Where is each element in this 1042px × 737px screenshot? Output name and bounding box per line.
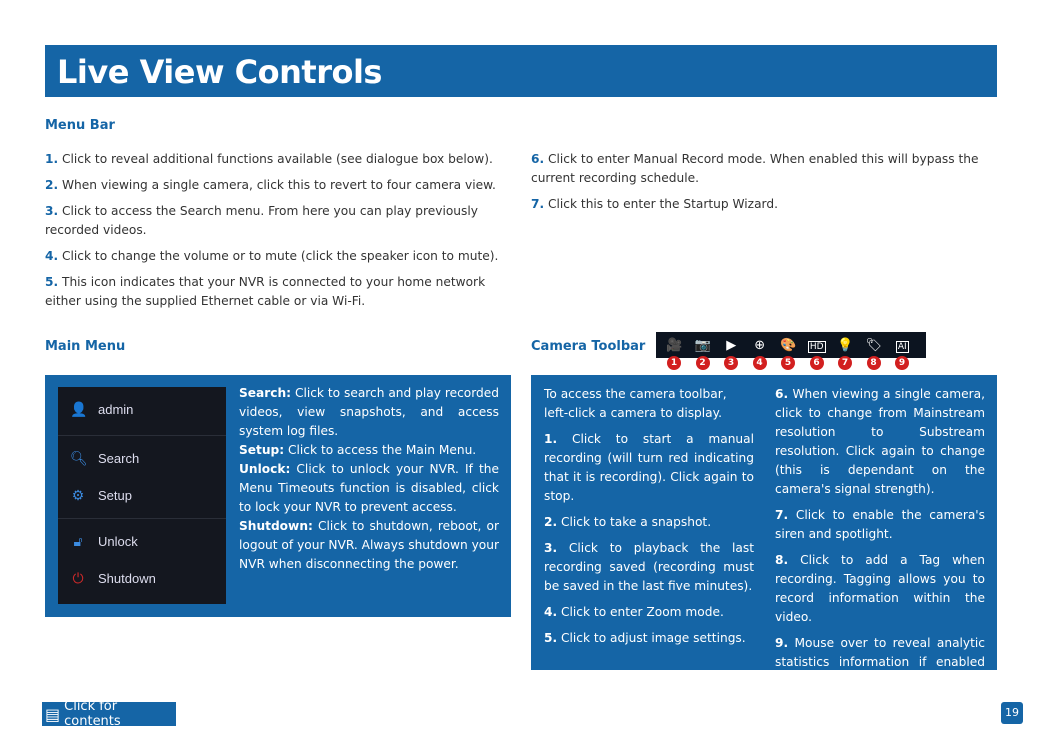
- item-number: 1.: [544, 432, 558, 446]
- item-text: Click to take a snapshot.: [561, 515, 712, 529]
- item-text: This icon indicates that your NVR is connected to your home network either using the supplied Ethernet cable or via Wi-Fi.: [45, 275, 486, 308]
- menu-bar-heading: Menu Bar: [45, 118, 115, 133]
- list-item: [775, 634, 985, 691]
- number-badge: 1: [667, 356, 681, 370]
- desc-key: Shutdown:: [239, 519, 313, 533]
- page-title: Live View Controls: [45, 45, 997, 97]
- item-number: 8.: [775, 553, 789, 567]
- list-item: [775, 551, 985, 627]
- toolbar-glyph-icon: 📷: [694, 337, 711, 353]
- item-number: 3.: [544, 541, 558, 555]
- number-badge: 2: [696, 356, 710, 370]
- camera-toolbar-image: [656, 332, 926, 368]
- toolbar-icon-7: [831, 337, 860, 368]
- item-number: 6.: [775, 387, 789, 401]
- list-item: [544, 629, 754, 648]
- item-number: 5.: [45, 275, 59, 289]
- desc-text: Click to access the Main Menu.: [284, 443, 477, 457]
- item-text: Mouse over to reveal analytic statistics information if enabled (NVW800 camera only).: [775, 636, 986, 688]
- setup-label: Setup: [98, 488, 132, 503]
- divider: [58, 435, 226, 436]
- number-badge: 6: [810, 356, 824, 370]
- desc-setup: [239, 441, 499, 460]
- item-number: 2.: [45, 178, 59, 192]
- list-item: [45, 176, 512, 195]
- toolbar-glyph-icon: 🏷: [865, 337, 882, 353]
- item-text: Click to start a manual recording (will turn red indicating that it is recording). Click again to stop.: [544, 432, 754, 503]
- number-badge: 9: [895, 356, 909, 370]
- item-text: Click to adjust image settings.: [561, 631, 746, 645]
- item-text: When viewing a single camera, click to change from Mainstream resolution to Substream resolution. Click again to change (this is dependant on the camera's signal strength).: [775, 387, 985, 496]
- user-icon: 👤: [70, 400, 88, 417]
- number-badge: 8: [867, 356, 881, 370]
- item-number: 9.: [775, 636, 789, 650]
- main-menu-heading: Main Menu: [45, 339, 126, 354]
- user-label: admin: [98, 401, 134, 417]
- camera-toolbar-box: [531, 375, 997, 688]
- item-text: Click this to enter the Startup Wizard.: [548, 197, 778, 211]
- desc-text: Click to search and play recorded videos, view snapshots, and access system log files.: [239, 386, 499, 438]
- divider: [58, 518, 226, 519]
- list-item: [45, 202, 512, 240]
- camera-toolbar-heading: Camera Toolbar: [531, 339, 646, 354]
- desc-text: Click to shutdown, reboot, or logout of your NVR. Always shutdown your NVR when disconnecting the power.: [239, 519, 499, 571]
- intro-text: To access the camera toolbar, left-click a camera to display.: [544, 387, 727, 420]
- toolbar-icon-8: [860, 337, 889, 368]
- toolbar-icon-1: [660, 337, 689, 368]
- list-item: [531, 195, 997, 214]
- desc-unlock: [239, 460, 499, 517]
- power-icon: ⏻: [72, 570, 84, 586]
- main-menu-descriptions: [239, 384, 499, 574]
- item-text: Click to access the Search menu. From here you can play previously recorded videos.: [45, 204, 478, 237]
- desc-text: Click to unlock your NVR. If the Menu Timeouts function is disabled, click to lock your NVR to prevent access.: [239, 462, 499, 514]
- item-number: 4.: [544, 605, 558, 619]
- toolbar-glyph-icon: 🎥: [666, 337, 683, 353]
- toolbar-icon-2: [689, 337, 718, 368]
- desc-shutdown: [239, 517, 499, 574]
- list-item: [45, 150, 512, 169]
- toolbar-glyph-icon: 💡: [837, 337, 854, 353]
- list-item: [531, 150, 997, 188]
- menu-setup[interactable]: [58, 477, 226, 514]
- number-badge: 7: [838, 356, 852, 370]
- menu-bar-list-right: [531, 150, 997, 221]
- main-menu-box: [45, 375, 511, 617]
- number-badge: 3: [724, 356, 738, 370]
- toolbar-icon-5: [774, 337, 803, 368]
- document-icon: ▤: [45, 704, 61, 724]
- gear-icon: ⚙: [71, 487, 85, 503]
- contents-button[interactable]: [42, 699, 176, 729]
- menu-unlock[interactable]: [58, 523, 226, 560]
- desc-key: Setup:: [239, 443, 285, 457]
- item-text: Click to enable the camera's siren and spotlight.: [775, 508, 985, 541]
- toolbar-glyph-icon: HD: [809, 341, 824, 352]
- item-number: 2.: [544, 515, 558, 529]
- list-item: [45, 273, 512, 311]
- item-text: Click to change the volume or to mute (click the speaker icon to mute).: [62, 249, 499, 263]
- list-item: [775, 506, 985, 544]
- toolbar-glyph-icon: ⊕: [754, 337, 766, 353]
- item-number: 7.: [531, 197, 545, 211]
- lock-icon: 🔓︎: [73, 533, 83, 549]
- item-text: Click to enter Zoom mode.: [561, 605, 724, 619]
- list-item: [544, 430, 754, 506]
- toolbar-glyph-icon: 🎨: [780, 337, 797, 353]
- contents-label: Click for contents: [64, 699, 121, 729]
- list-item: [775, 385, 985, 499]
- toolbar-glyph-icon: ▶: [726, 337, 737, 353]
- list-item: [544, 513, 754, 532]
- menu-shutdown[interactable]: [58, 560, 226, 597]
- menu-user[interactable]: [58, 387, 226, 431]
- toolbar-icon-3: [717, 337, 746, 368]
- toolbar-glyph-icon: AI: [897, 341, 907, 352]
- number-badge: 4: [753, 356, 767, 370]
- toolbar-items-left: [544, 430, 754, 648]
- item-text: Click to reveal additional functions available (see dialogue box below).: [62, 152, 493, 166]
- number-badge: 5: [781, 356, 795, 370]
- desc-key: Search:: [239, 386, 292, 400]
- toolbar-icon-9: [888, 338, 917, 368]
- page-number: 19: [1001, 702, 1023, 724]
- menu-search[interactable]: [58, 440, 226, 477]
- search-label: Search: [98, 451, 140, 466]
- menu-bar-list-left: [45, 150, 512, 318]
- list-item: [45, 247, 512, 266]
- shutdown-label: Shutdown: [98, 571, 156, 586]
- toolbar-items-right: [775, 385, 985, 698]
- item-text: When viewing a single camera, click this to revert to four camera view.: [62, 178, 496, 192]
- toolbar-icon-6: [803, 338, 832, 368]
- search-icon: 🔍︎: [70, 450, 88, 466]
- item-number: 1.: [45, 152, 59, 166]
- item-text: Click to enter Manual Record mode. When enabled this will bypass the current recording schedule.: [531, 152, 979, 185]
- list-item: [544, 539, 754, 596]
- item-number: 5.: [544, 631, 558, 645]
- item-number: 6.: [531, 152, 545, 166]
- nvr-main-menu: [58, 387, 226, 604]
- desc-search: [239, 384, 499, 441]
- unlock-label: Unlock: [98, 534, 138, 549]
- desc-key: Unlock:: [239, 462, 291, 476]
- toolbar-icon-4: [746, 337, 775, 368]
- item-text: Click to playback the last recording saved (recording must be saved in the last five minutes).: [544, 541, 755, 593]
- toolbar-col-left: [544, 385, 754, 655]
- list-item: [544, 603, 754, 622]
- item-text: Click to add a Tag when recording. Tagging allows you to record information within the video.: [775, 553, 986, 624]
- item-number: 7.: [775, 508, 789, 522]
- item-number: 4.: [45, 249, 59, 263]
- item-number: 3.: [45, 204, 59, 218]
